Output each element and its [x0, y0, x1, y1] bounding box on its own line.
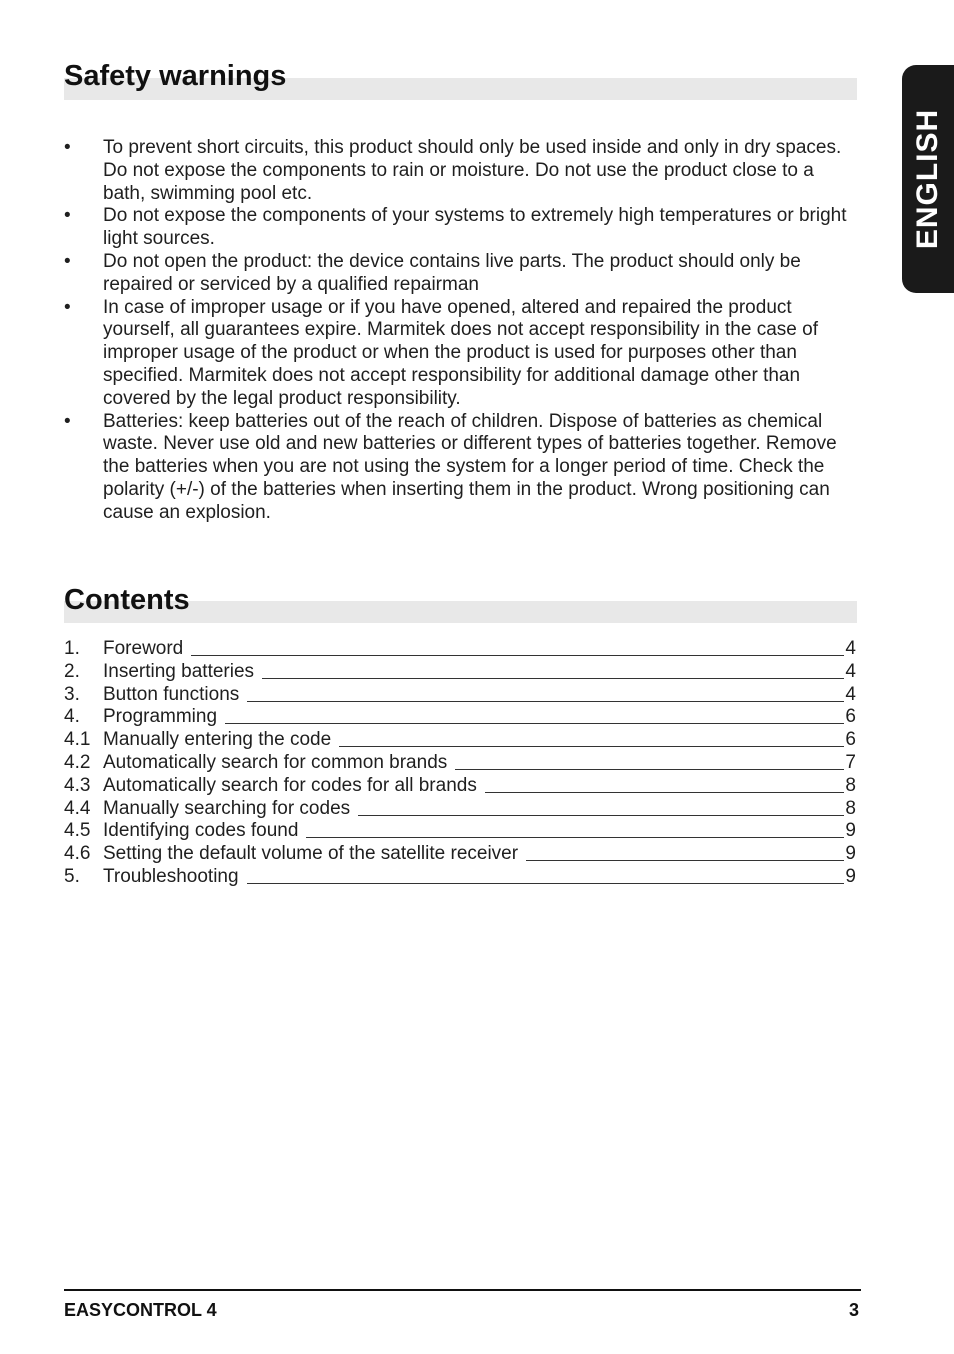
- toc-number: 4.4: [64, 797, 91, 819]
- toc-page: 4: [845, 683, 856, 705]
- toc-page: 9: [845, 820, 856, 842]
- toc-entry-manually-entering-code[interactable]: [64, 728, 856, 751]
- toc-number: 2.: [64, 660, 80, 682]
- toc-page: 6: [845, 706, 856, 728]
- toc-page: 9: [845, 865, 856, 887]
- toc-number: 4.1: [64, 729, 91, 751]
- toc-title: Inserting batteries: [103, 660, 255, 682]
- toc-number: 4.5: [64, 820, 91, 842]
- toc-entry-button-functions[interactable]: [64, 683, 856, 706]
- toc-number: 4.: [64, 706, 80, 728]
- toc-entry-manual-search[interactable]: [64, 797, 856, 820]
- toc-entry-identifying-codes[interactable]: [64, 819, 856, 842]
- footer-product-name: EASYCONTROL 4: [64, 1300, 217, 1320]
- toc-leader: [262, 662, 844, 679]
- toc-entry-programming[interactable]: [64, 705, 856, 728]
- toc-number: 4.3: [64, 774, 91, 796]
- language-tab-label: ENGLISH: [911, 108, 944, 250]
- list-item: [64, 137, 857, 205]
- list-item: [64, 297, 857, 411]
- list-item-text: To prevent short circuits, this product should only be used inside and only in dry spaces. Do not expose the components to rain or moisture. Do not use the product close to a bath, swimming pool etc.: [103, 137, 842, 204]
- toc-entry-default-volume[interactable]: [64, 842, 856, 865]
- toc-page: 4: [845, 660, 856, 682]
- table-of-contents: [64, 637, 856, 888]
- toc-number: 4.2: [64, 751, 91, 773]
- toc-title: Automatically search for codes for all brands: [103, 774, 477, 796]
- safety-list: [64, 137, 857, 525]
- list-item-text: Do not open the product: the device contains live parts. The product should only be repaired or serviced by a qualified repairman: [103, 250, 801, 295]
- toc-title: Manually searching for codes: [103, 797, 351, 819]
- toc-title: Manually entering the code: [103, 729, 332, 751]
- list-item: [64, 251, 857, 297]
- safety-title: Safety warnings: [64, 60, 287, 92]
- footer-divider: [64, 1289, 861, 1291]
- toc-title: Button functions: [103, 683, 240, 705]
- toc-leader: [247, 685, 844, 702]
- bullet-icon: •: [64, 250, 71, 272]
- list-item-text: In case of improper usage or if you have opened, altered and repaired the product yourself, all guarantees expire. Marmitek does not accept responsibility in the case of improper usage of the product or when the product is used for purposes other than specified. Marmitek does not accept responsibility for additional damage other than covered by the legal product responsibility.: [103, 296, 818, 409]
- toc-entry-auto-search-common[interactable]: [64, 751, 856, 774]
- toc-page: 7: [845, 751, 856, 773]
- contents-title: Contents: [64, 584, 190, 616]
- toc-title: Automatically search for common brands: [103, 751, 448, 773]
- bullet-icon: •: [64, 137, 71, 158]
- toc-number: 3.: [64, 683, 80, 705]
- bullet-icon: •: [64, 296, 71, 318]
- toc-entry-auto-search-all[interactable]: [64, 774, 856, 797]
- toc-leader: [455, 753, 844, 770]
- toc-title: Foreword: [103, 638, 184, 659]
- safety-heading: [64, 62, 857, 100]
- toc-leader: [339, 730, 844, 747]
- toc-page: 8: [845, 797, 856, 819]
- toc-title: Programming: [103, 706, 218, 728]
- toc-title: Setting the default volume of the satellite receiver: [103, 843, 519, 865]
- toc-number: 1.: [64, 638, 80, 659]
- toc-leader: [191, 639, 844, 656]
- toc-leader: [247, 867, 844, 884]
- toc-number: 5.: [64, 865, 80, 887]
- bullet-icon: •: [64, 410, 71, 432]
- language-tab: [902, 65, 954, 293]
- list-item-text: Batteries: keep batteries out of the reach of children. Dispose of batteries as chemical waste. Never use old and new batteries or different types of batteries together. Remove the batteries when you are not using the system for a longer period of time. Check the polarity (+/-) of the batteries when inserting them in the product. Wrong positioning can cause an explosion.: [103, 410, 837, 523]
- toc-page: 6: [845, 729, 856, 751]
- toc-title: Identifying codes found: [103, 820, 299, 842]
- toc-entry-inserting-batteries[interactable]: [64, 660, 856, 683]
- toc-page: 8: [845, 774, 856, 796]
- footer-page-number: 3: [849, 1300, 860, 1320]
- toc-title: Troubleshooting: [103, 865, 239, 887]
- toc-entry-troubleshooting[interactable]: [64, 865, 856, 888]
- list-item-text: Do not expose the components of your systems to extremely high temperatures or bright light sources.: [103, 205, 847, 250]
- toc-entry-foreword[interactable]: [64, 637, 856, 660]
- toc-leader: [485, 776, 844, 793]
- list-item: [64, 411, 857, 525]
- toc-number: 4.6: [64, 843, 91, 865]
- list-item: [64, 205, 857, 251]
- toc-leader: [358, 799, 844, 816]
- toc-page: 9: [845, 843, 856, 865]
- toc-leader: [306, 821, 844, 838]
- bullet-icon: •: [64, 205, 71, 227]
- toc-page: 4: [845, 638, 856, 659]
- contents-heading: [64, 586, 857, 623]
- toc-leader: [225, 707, 844, 724]
- toc-leader: [526, 844, 844, 861]
